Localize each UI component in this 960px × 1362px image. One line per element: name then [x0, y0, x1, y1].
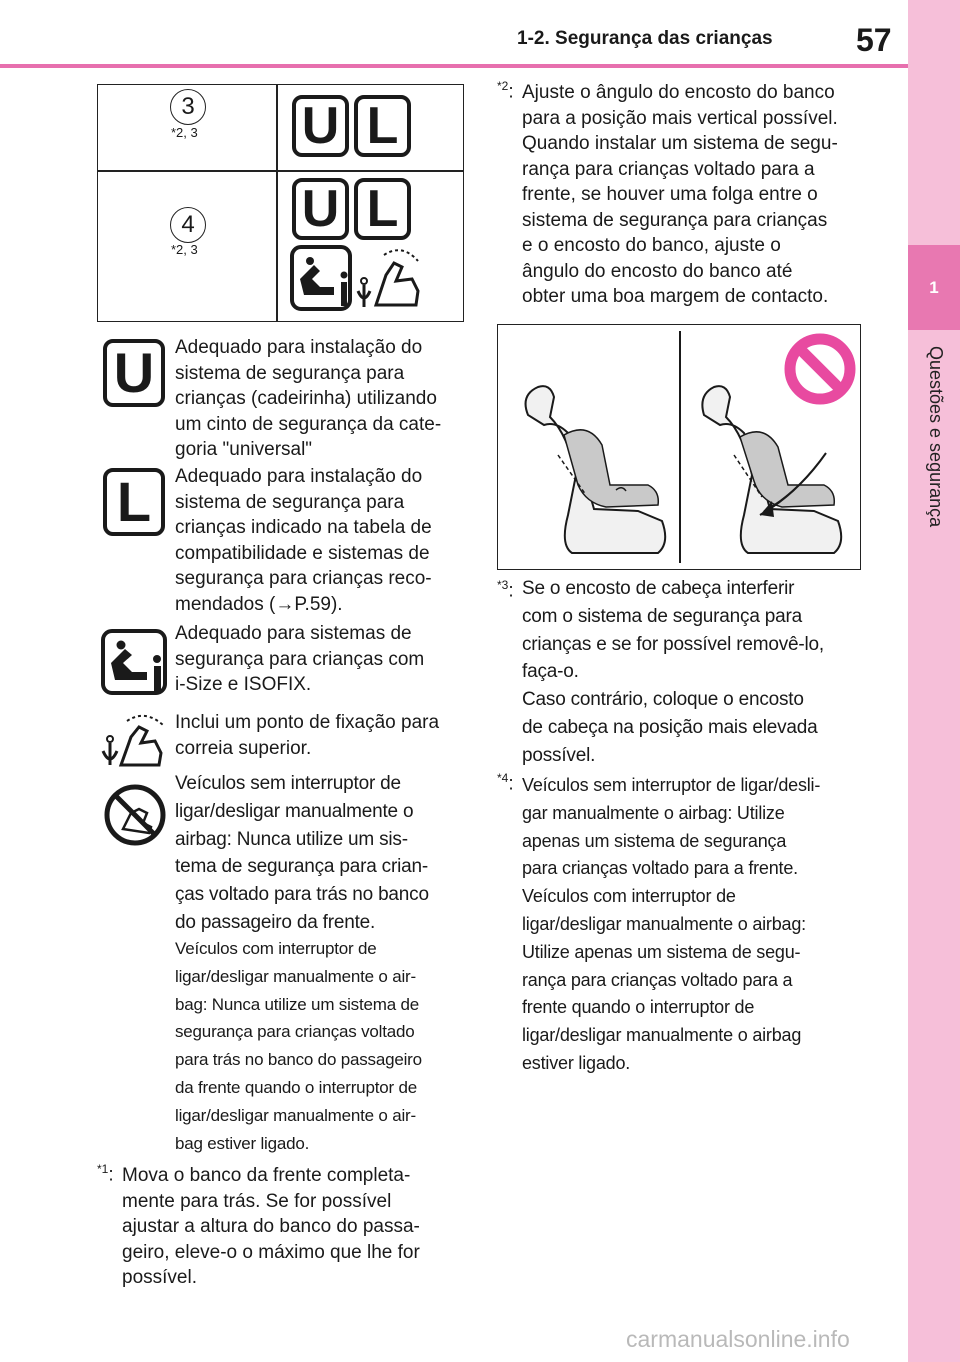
tether-description [175, 710, 475, 761]
text-line: rança para crianças voltado para a [522, 158, 815, 180]
l-description [175, 464, 475, 617]
incorrect-seat-drawing [702, 386, 841, 553]
text-line: Ajuste o ângulo do encosto do banco [522, 82, 835, 103]
isize-isofix-icon [101, 629, 167, 695]
compatibility-table [97, 84, 464, 322]
text-line: rança para crianças voltado para a [522, 969, 793, 990]
text-line: crianças (cadeirinha) utilizando [175, 388, 437, 409]
chapter-title: Questões e segurança [926, 346, 946, 528]
chapter-sidebar [908, 0, 960, 1362]
seat-position-4: 4 [170, 207, 206, 243]
text-line: Adequado para instalação do [175, 466, 423, 487]
text-line: Veículos sem interruptor de ligar/desli- [522, 775, 821, 795]
text-line: da frente quando o interruptor de [175, 1077, 417, 1097]
universal-badge: U [292, 178, 349, 240]
text-line: airbag: Nunca utilize um sis- [175, 828, 408, 850]
text-line: ligar/desligar manualmente o airbag: [522, 913, 806, 934]
text-line: Adequado para instalação do [175, 337, 423, 358]
airbag-switch-description [175, 935, 475, 1157]
chapter-number: 1 [929, 278, 939, 297]
text-line: bag: Nunca utilize um sistema de [175, 994, 420, 1014]
l-badge: L [354, 178, 411, 240]
text-line: segurança para crianças voltado [175, 1022, 415, 1042]
text-line: segurança para crianças com [175, 648, 425, 670]
page-number: 57 [856, 22, 892, 58]
text-line: Veículos com interruptor de [522, 886, 736, 907]
text-line: para crianças voltado para a frente. [522, 858, 798, 879]
text-line: mente para trás. Se for possível [122, 1190, 392, 1212]
text-line: com o sistema de segurança para [522, 605, 803, 627]
text-line: frente quando o interruptor de [522, 997, 755, 1018]
text-line: sistema de segurança para crianças [522, 209, 828, 231]
text-line: possível. [122, 1267, 197, 1288]
correct-seat-drawing [526, 386, 666, 553]
footnote-1-text [122, 1163, 462, 1291]
text-line: segurança para crianças reco- [175, 568, 432, 589]
footnote-3-mark: $^{*3}$: [497, 578, 514, 602]
seat-position-note: *2, 3 [171, 125, 198, 140]
no-airbag-switch-description [175, 770, 475, 937]
universal-legend-badge: U [103, 339, 165, 407]
text-line: Inclui um ponto de fixação para [175, 712, 440, 733]
text-line: Adequado para sistemas de [175, 623, 412, 644]
text-line: Mova o banco da frente completa- [122, 1165, 411, 1186]
footnote-2-mark: $^{*2}$: [497, 79, 514, 103]
tether-anchor-icon [356, 245, 426, 311]
text-line: apenas um sistema de segurança [522, 830, 787, 851]
text-line: gar manualmente o airbag: Utilize [522, 802, 785, 823]
text-line: correia superior. [175, 737, 312, 759]
l-legend-badge: L [103, 468, 165, 536]
seat-illustration-svg [498, 325, 859, 568]
text-line: Se o encosto de cabeça interferir [522, 578, 795, 599]
text-line: estiver ligado. [522, 1052, 631, 1073]
text-line: crianças indicado na tabela de [175, 517, 432, 538]
text-line: Utilize apenas um sistema de segu- [522, 941, 801, 962]
footnote-marker: *1 [97, 1162, 109, 1176]
watermark: carmanualsonline.info [626, 1326, 850, 1352]
text-line: crianças e se for possível removê-lo, [522, 633, 824, 655]
text-line: um cinto de segurança da cate- [175, 413, 442, 435]
universal-badge: U [292, 95, 349, 157]
text-line: para trás no banco do passageiro [175, 1050, 422, 1070]
footnote-4-text [522, 772, 867, 1078]
table-column-divider [276, 85, 278, 321]
footnote-marker: *3 [497, 578, 509, 592]
text-line: ligar/desligar manualmente o air- [175, 966, 416, 986]
no-rear-facing-seat-icon [103, 783, 167, 847]
text-line: sistema de segurança para [175, 491, 405, 513]
text-line: i-Size e ISOFIX. [175, 674, 312, 695]
text-line: do passageiro da frente. [175, 911, 376, 933]
text-line: compatibilidade e sistemas de [175, 542, 430, 564]
seat-position-3: 3 [170, 89, 206, 125]
text-line: e o encosto do banco, ajuste o [522, 235, 781, 256]
l-badge: L [354, 95, 411, 157]
text-line: de cabeça na posição mais elevada [522, 716, 818, 738]
text-line: ângulo do encosto do banco até [522, 260, 793, 282]
table-row-divider [98, 170, 463, 172]
isize-isofix-icon [290, 245, 352, 311]
section-title: 1-2. Segurança das crianças [517, 28, 773, 49]
footnote-marker: *2 [497, 79, 509, 93]
text-line: frente, se houver uma folga entre o [522, 184, 818, 205]
text-line: ligar/desligar manualmente o airbag [522, 1025, 802, 1046]
text-line: obter uma boa margem de contacto. [522, 286, 829, 307]
universal-description [175, 335, 475, 463]
seat-position-note: *2, 3 [171, 242, 198, 257]
footnote-1-mark: $^{*1}$: [97, 1162, 114, 1186]
text-line: geiro, eleve-o o máximo que lhe for [122, 1241, 420, 1263]
footnote-3-text [522, 575, 867, 770]
text-line: tema de segurança para crian- [175, 856, 428, 878]
text-line: goria "universal" [175, 439, 313, 460]
text-line: ajustar a altura do banco do passa- [122, 1216, 420, 1237]
header-divider [0, 64, 908, 68]
text-line: para a posição mais vertical possível. [522, 107, 838, 129]
footnote-4-mark: $^{*4}$: [497, 771, 514, 795]
footnote-2-text [522, 80, 867, 310]
footnote-marker: *4 [497, 771, 509, 785]
isize-description [175, 621, 475, 698]
text-line: Caso contrário, coloque o encosto [522, 689, 804, 711]
text-line: sistema de segurança para [175, 362, 405, 384]
text-line: ligar/desligar manualmente o air- [175, 1105, 416, 1125]
text-line: Quando instalar um sistema de segu- [522, 133, 838, 154]
prohibition-icon [790, 339, 850, 399]
text-line: possível. [522, 744, 596, 766]
tether-anchor-icon [101, 713, 167, 769]
text-line: bag estiver ligado. [175, 1133, 310, 1153]
text-line: Veículos com interruptor de [175, 939, 377, 958]
text-line: ligar/desligar manualmente o [175, 800, 414, 822]
text-line: mendados (→P.59). [175, 593, 343, 615]
seat-angle-illustration [497, 324, 861, 570]
text-line: ças voltado para trás no banco [175, 884, 429, 906]
text-line: Veículos sem interruptor de [175, 773, 401, 794]
text-line: faça-o. [522, 661, 579, 683]
